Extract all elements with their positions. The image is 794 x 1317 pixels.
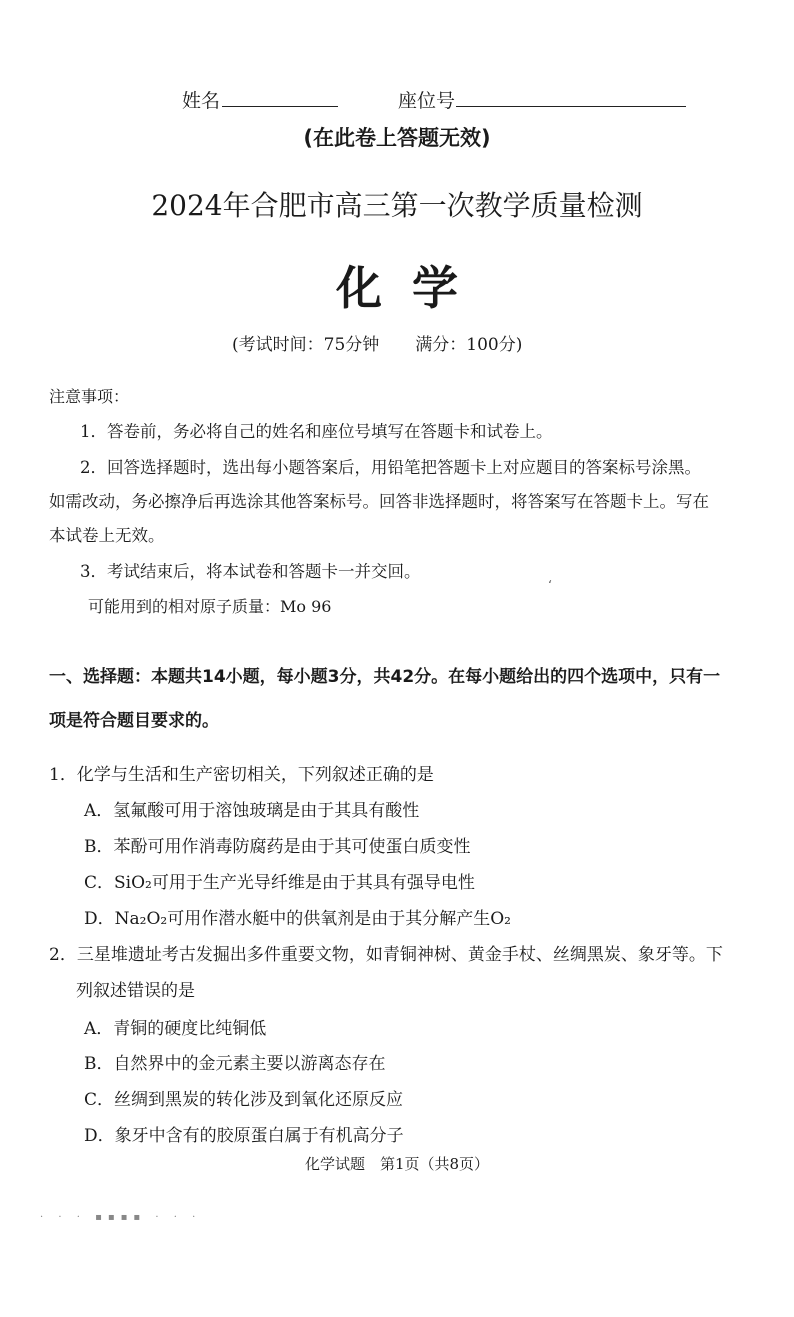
question-1-option-d: D．Na₂O₂可用作潜水艇中的供氧剂是由于其分解产生O₂ bbox=[84, 909, 511, 929]
question-1-stem: 1．化学与生活和生产密切相关，下列叙述正确的是 bbox=[49, 765, 434, 785]
name-blank bbox=[222, 86, 338, 107]
exam-info bbox=[232, 330, 522, 355]
notice-item-2: 2．回答选择题时，选出每小题答案后，用铅笔把答题卡上对应题目的答案标号涂黑。 bbox=[80, 458, 701, 477]
question-2-option-d: D．象牙中含有的胶原蛋白属于有机高分子 bbox=[84, 1126, 404, 1146]
seat-label: 座位号 bbox=[398, 90, 456, 112]
question-2-option-a: A．青铜的硬度比纯铜低 bbox=[84, 1019, 267, 1039]
invalid-note: (在此卷上答题无效) bbox=[303, 126, 491, 150]
question-2-stem: 2．三星堆遗址考古发掘出多件重要文物，如青铜神树、黄金手杖、丝绸黑炭、象牙等。下 bbox=[49, 945, 723, 965]
section-1-heading-cont: 项是符合题目要求的。 bbox=[49, 711, 219, 731]
notice-item-3: 3．考试结束后，将本试卷和答题卡一并交回。 bbox=[80, 562, 421, 581]
scan-speck: ʻ bbox=[548, 578, 552, 592]
question-1-option-a: A．氢氟酸可用于溶蚀玻璃是由于其具有酸性 bbox=[84, 801, 420, 821]
atomic-mass-note: 可能用到的相对原子质量：Mo 96 bbox=[88, 597, 332, 616]
exam-title: 2024年合肥市高三第一次教学质量检测 bbox=[151, 189, 643, 222]
notice-title: 注意事项： bbox=[49, 387, 130, 406]
question-2-option-c: C．丝绸到黑炭的转化涉及到氧化还原反应 bbox=[84, 1090, 404, 1110]
question-1-option-c: C．SiO₂可用于生产光导纤维是由于其具有强导电性 bbox=[84, 873, 475, 893]
page-footer: 化学试题 第1页（共8页） bbox=[304, 1155, 490, 1173]
name-label: 姓名 bbox=[182, 90, 221, 112]
seat-blank bbox=[456, 86, 686, 107]
question-2-stem-cont: 列叙述错误的是 bbox=[76, 981, 195, 1001]
notice-item-1: 1．答卷前，务必将自己的姓名和座位号填写在答题卡和试卷上。 bbox=[80, 422, 553, 441]
scan-noise: · · · ▪▪▪▪ · · · bbox=[40, 1212, 202, 1223]
section-1-heading: 一、选择题：本题共14小题，每小题3分，共42分。在每小题给出的四个选项中，只有一 bbox=[49, 667, 721, 687]
question-1-option-b: B．苯酚可用作消毒防腐药是由于其可使蛋白质变性 bbox=[84, 837, 471, 857]
subject-title: 化学 bbox=[336, 261, 488, 315]
notice-item-2-end: 本试卷上无效。 bbox=[49, 526, 165, 545]
exam-score: 满分：100分) bbox=[415, 335, 523, 355]
exam-time: (考试时间：75分钟 bbox=[232, 335, 380, 355]
notice-item-2-cont: 如需改动，务必擦净后再选涂其他答案标号。回答非选择题时，将答案写在答题卡上。写在 bbox=[49, 492, 709, 511]
question-2-option-b: B．自然界中的金元素主要以游离态存在 bbox=[84, 1054, 386, 1074]
